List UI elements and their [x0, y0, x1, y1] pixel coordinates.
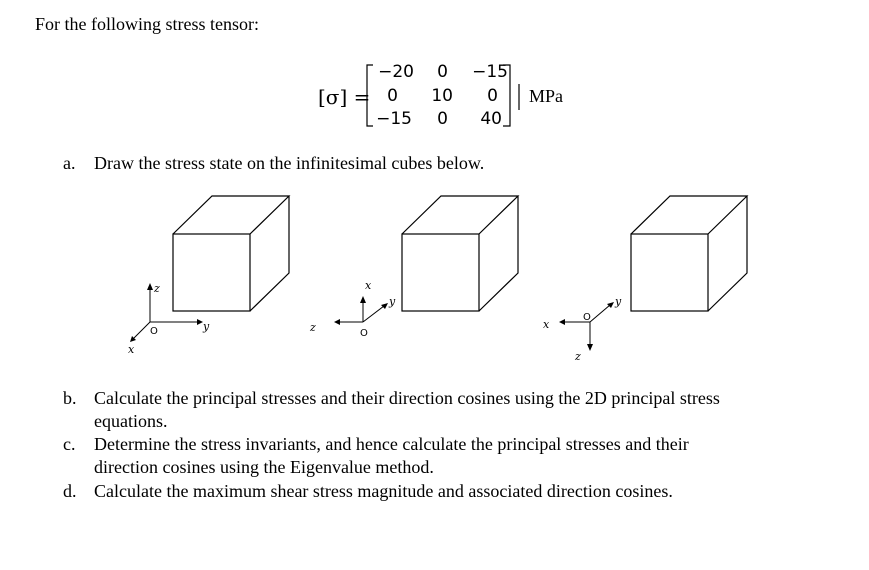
question-a [63, 153, 484, 174]
axis-label: x [365, 279, 372, 292]
question-c [63, 434, 689, 455]
question-text: Draw the stress state on the infinitesimal cubes below. [94, 153, 485, 173]
question-b [63, 388, 720, 409]
problem-intro: For the following stress tensor: [35, 14, 259, 34]
axis-label: x [543, 318, 550, 331]
matrix-cell: 0 [387, 86, 398, 106]
axis-label: z [154, 282, 160, 295]
left-bracket [367, 65, 373, 126]
question-letter: d. [63, 481, 77, 501]
matrix-cell: 0 [437, 109, 448, 129]
origin-label: O [583, 312, 591, 323]
axis-label: z [575, 350, 581, 363]
matrix-cell: 0 [487, 86, 498, 106]
question-d [63, 481, 673, 502]
tensor-label: [σ] = [318, 85, 371, 109]
cube-2 [402, 196, 518, 311]
right-bracket [503, 65, 510, 126]
cube-1 [173, 196, 289, 311]
matrix-cell: −20 [378, 62, 414, 82]
question-text: Calculate the maximum shear stress magnitude and associated direction cosines. [94, 481, 673, 501]
matrix-cell: −15 [376, 109, 412, 129]
axis-label: z [310, 321, 316, 334]
origin-label: O [150, 326, 158, 337]
question-letter: c. [63, 434, 76, 454]
axis-label: y [615, 295, 622, 308]
matrix-cell: −15 [472, 62, 508, 82]
question-letter: b. [63, 388, 77, 408]
axis-label: y [203, 320, 210, 333]
origin-label: O [360, 328, 368, 339]
question-text-continued: direction cosines using the Eigenvalue method. [94, 457, 434, 477]
matrix-cell: 10 [431, 86, 453, 106]
question-text: Determine the stress invariants, and hence calculate the principal stresses and their [94, 434, 689, 454]
tensor-unit: MPa [529, 86, 564, 106]
question-text-continued: equations. [94, 411, 168, 431]
matrix-brackets [367, 65, 519, 126]
axis-set-3 [559, 302, 614, 351]
matrix-cell: 40 [480, 109, 502, 129]
cube-3 [631, 196, 747, 311]
axis-set-1 [130, 283, 203, 342]
axis-label: x [128, 343, 135, 356]
matrix-cell: 0 [437, 62, 448, 82]
axis-set-2 [334, 296, 388, 325]
question-text: Calculate the principal stresses and their direction cosines using the 2D principal stress [94, 388, 720, 408]
axis-label: y [389, 295, 396, 308]
question-letter: a. [63, 153, 76, 173]
